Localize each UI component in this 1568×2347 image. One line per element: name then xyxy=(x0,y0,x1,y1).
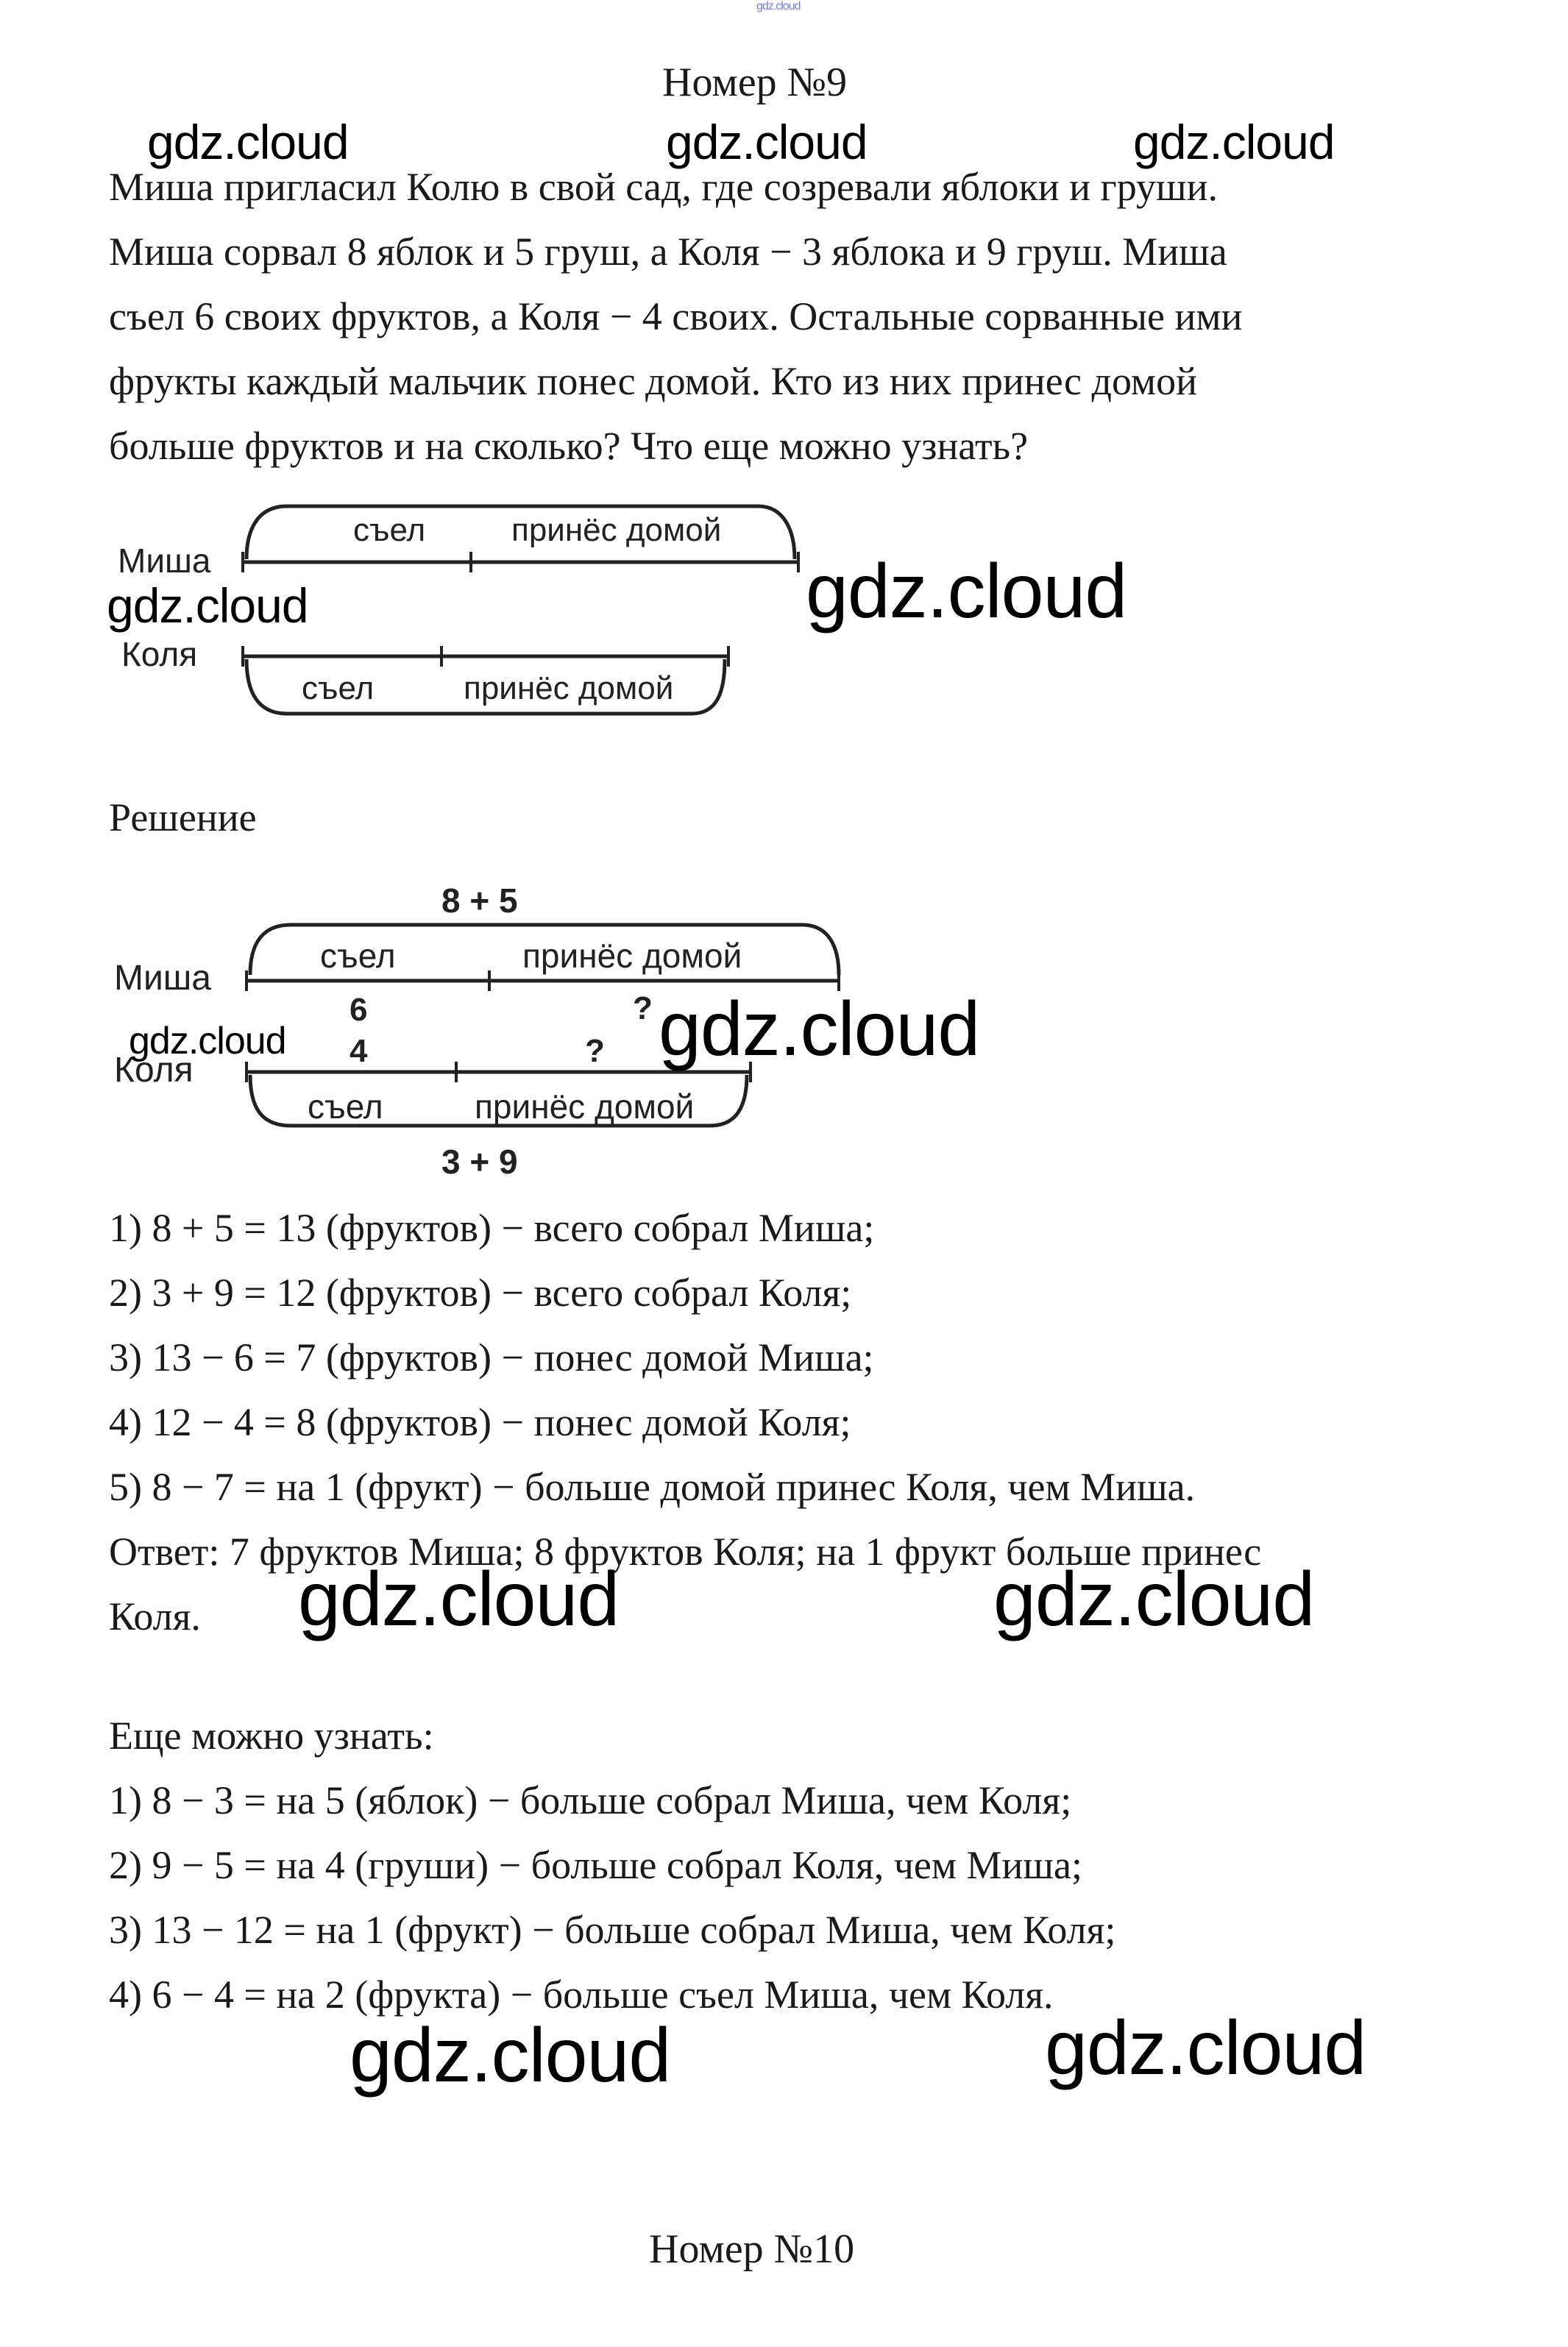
misha-question: ? xyxy=(633,990,653,1026)
solution-step: 3) 13 − 6 = 7 (фруктов) − понес домой Миша; xyxy=(109,1335,874,1380)
extra-section xyxy=(109,1703,1115,2027)
answer-line: Коля. xyxy=(109,1594,201,1638)
solution-step: 2) 3 + 9 = 12 (фруктов) − всего собрал Коля; xyxy=(109,1271,852,1315)
extra-step: 1) 8 − 3 = на 5 (яблок) − больше собрал Миша, чем Коля; xyxy=(109,1778,1072,1822)
watermark: gdz.cloud xyxy=(129,1020,286,1062)
brought-home-label: принёс домой xyxy=(475,1087,695,1126)
solution-step: 1) 8 + 5 = 13 (фруктов) − всего собрал Миша; xyxy=(109,1206,875,1250)
watermark: gdz.cloud xyxy=(107,578,308,633)
extra-step: 2) 9 − 5 = на 4 (груши) − больше собрал Коля, чем Миша; xyxy=(109,1843,1082,1887)
ate-label: съел xyxy=(302,670,375,706)
watermark: gdz.cloud xyxy=(666,115,868,169)
problem-line: фрукты каждый мальчик понес домой. Кто из них принес домой xyxy=(109,359,1197,403)
brought-home-label: принёс домой xyxy=(522,937,742,975)
extra-heading: Еще можно узнать: xyxy=(109,1714,434,1758)
page-title: Номер №9 xyxy=(662,60,848,105)
misha-label: Миша xyxy=(118,542,211,580)
watermark: gdz.cloud xyxy=(298,1557,620,1642)
watermark: gdz.cloud xyxy=(1133,115,1335,169)
answer-line: Ответ: 7 фруктов Миша; 8 фруктов Коля; на 1 фрукт больше принес xyxy=(109,1530,1262,1574)
solution-heading: Решение xyxy=(109,795,257,839)
problem-line: больше фруктов и на сколько? Что еще можно узнать? xyxy=(109,424,1029,468)
misha-label: Миша xyxy=(114,959,211,998)
brought-home-label: принёс домой xyxy=(464,670,674,706)
ate-label: съел xyxy=(320,937,396,975)
misha-total-label: 8 + 5 xyxy=(441,881,518,920)
ate-label: съел xyxy=(308,1087,383,1126)
watermark: gdz.cloud xyxy=(350,2013,671,2098)
problem-line: Миша сорвал 8 яблок и 5 груш, а Коля − 3 яблока и 9 груш. Миша xyxy=(109,230,1227,274)
watermark: gdz.cloud xyxy=(993,1557,1315,1642)
solution-step: 4) 12 − 4 = 8 (фруктов) − понес домой Коля; xyxy=(109,1400,851,1444)
problem-line: Миша пригласил Колю в свой сад, где созревали яблоки и груши. xyxy=(109,165,1218,209)
problem-line: съел 6 своих фруктов, а Коля − 4 своих. Остальные сорванные ими xyxy=(109,294,1243,338)
kolya-question: ? xyxy=(585,1033,605,1069)
ate-label: съел xyxy=(353,512,426,548)
kolya-total-label: 3 + 9 xyxy=(441,1143,518,1181)
kolya-label: Коля xyxy=(114,1051,194,1090)
watermark: gdz.cloud xyxy=(659,987,980,1072)
next-title: Номер №10 xyxy=(649,2226,855,2272)
watermark: gdz.cloud xyxy=(806,549,1127,634)
extra-step: 3) 13 − 12 = на 1 (фрукт) − больше собрал Миша, чем Коля; xyxy=(109,1908,1116,1952)
watermark: gdz.cloud xyxy=(147,115,349,169)
misha-ate-value: 6 xyxy=(350,992,368,1028)
watermark: gdz.cloud xyxy=(1045,2006,1366,2091)
header-watermark: gdz.cloud xyxy=(756,0,801,13)
kolya-ate-value: 4 xyxy=(350,1033,368,1069)
problem-text xyxy=(109,155,1242,478)
brought-home-label: принёс домой xyxy=(511,512,722,548)
extra-step: 4) 6 − 4 = на 2 (фрукта) − больше съел Миша, чем Коля. xyxy=(109,1973,1054,2017)
kolya-label: Коля xyxy=(121,635,198,673)
solution-step: 5) 8 − 7 = на 1 (фрукт) − больше домой принес Коля, чем Миша. xyxy=(109,1465,1196,1509)
